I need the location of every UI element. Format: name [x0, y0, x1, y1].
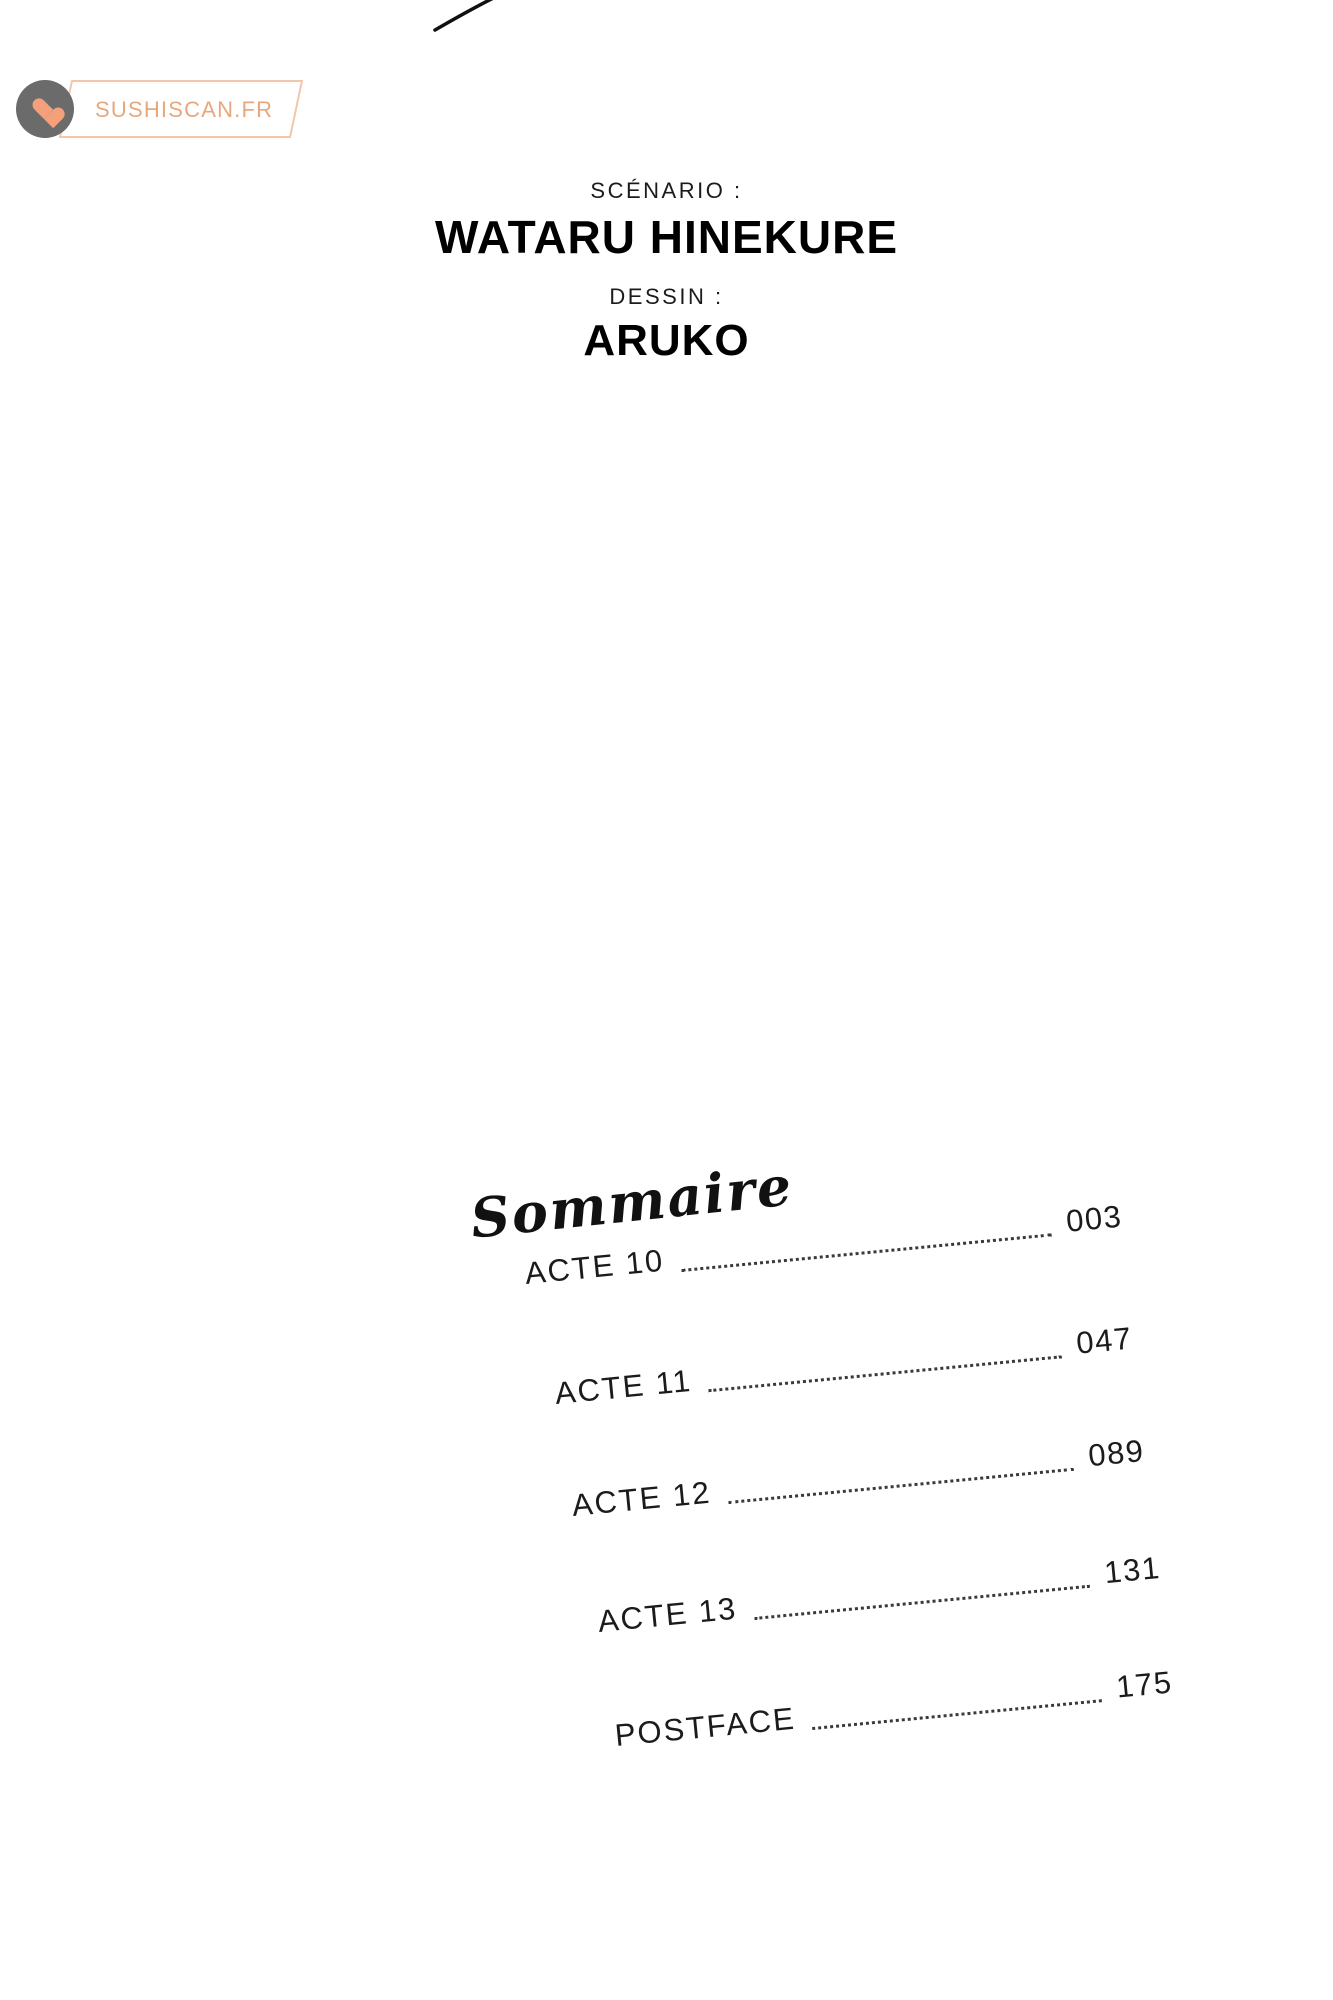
heart-icon: [16, 80, 74, 138]
watermark-label: SUSHISCAN.FR: [95, 97, 274, 122]
toc-entry-label: ACTE 11: [553, 1362, 694, 1411]
toc-entry[interactable]: [613, 1658, 1175, 1759]
toc-entry-label: ACTE 10: [523, 1242, 666, 1291]
toc-entry-page: 131: [1102, 1549, 1163, 1591]
toc-entry-page: 175: [1114, 1664, 1175, 1705]
toc-entry-page: 047: [1074, 1320, 1134, 1361]
scenario-name: WATARU HINEKURE: [434, 211, 899, 263]
toc-leader-dots: [810, 1677, 1101, 1730]
art-label: DESSIN :: [609, 284, 724, 309]
ink-stroke-decoration: [430, 0, 610, 40]
toc-entry[interactable]: [596, 1544, 1163, 1646]
toc-leader-dots: [752, 1562, 1090, 1619]
toc-entry-page: 003: [1064, 1198, 1124, 1239]
toc-entry-label: ACTE 13: [596, 1590, 739, 1639]
watermark: [10, 78, 300, 143]
toc-entry-label: ACTE 12: [570, 1474, 713, 1523]
toc-entry[interactable]: [570, 1427, 1147, 1530]
art-name: ARUKO: [583, 316, 750, 365]
toc-entry[interactable]: [553, 1315, 1135, 1418]
table-of-contents: [0, 1153, 1333, 1880]
scenario-label: SCÉNARIO :: [590, 178, 743, 203]
credits-block: [0, 178, 1333, 386]
toc-leader-dots: [726, 1445, 1074, 1503]
toc-entry-label: POSTFACE: [613, 1700, 798, 1753]
toc-entry-page: 089: [1086, 1432, 1146, 1474]
toc-leader-dots: [707, 1333, 1062, 1392]
toc-title: Sommaire: [467, 1153, 797, 1251]
